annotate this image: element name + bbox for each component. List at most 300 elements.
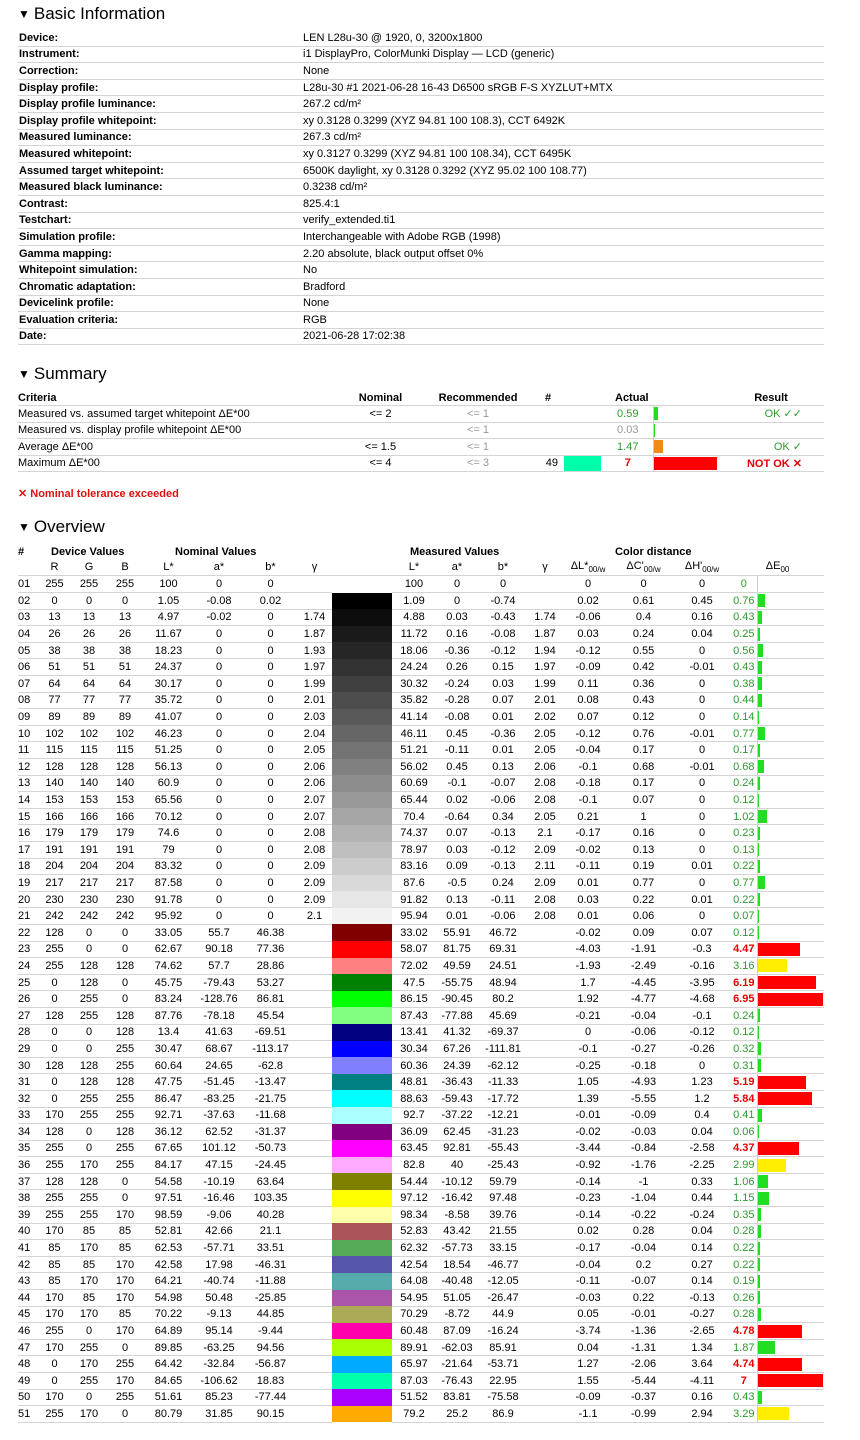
cell-14: -4.45 bbox=[614, 974, 673, 991]
cell-4: 60.64 bbox=[143, 1057, 194, 1074]
summary-bar-fill bbox=[654, 424, 655, 437]
cell-1: 0 bbox=[38, 593, 71, 610]
cell-3: 0 bbox=[107, 593, 143, 610]
info-row bbox=[18, 262, 824, 279]
delta-e-bar-fill bbox=[758, 1125, 759, 1138]
cell-6: 0 bbox=[244, 676, 297, 693]
cell-2: 170 bbox=[71, 1157, 107, 1174]
delta-e-bar bbox=[757, 609, 824, 626]
summary-heading[interactable]: ▼ Summary bbox=[18, 364, 107, 383]
cell-14: 0.24 bbox=[614, 626, 673, 643]
cell-1: 191 bbox=[38, 842, 71, 859]
color-swatch bbox=[332, 1090, 392, 1107]
overview-row bbox=[18, 1339, 824, 1356]
cell-15: -2.65 bbox=[673, 1323, 731, 1340]
cell-2: 0 bbox=[71, 1140, 107, 1157]
cell-0: 16 bbox=[18, 825, 38, 842]
cell-13: -0.06 bbox=[562, 609, 614, 626]
cell-15: 0 bbox=[673, 709, 731, 726]
cell-11: -0.13 bbox=[478, 825, 528, 842]
cell-15: 0 bbox=[673, 775, 731, 792]
color-swatch bbox=[332, 576, 392, 593]
color-swatch bbox=[332, 958, 392, 975]
cell-15: 0.04 bbox=[673, 1223, 731, 1240]
cell-12: 2.05 bbox=[528, 742, 562, 759]
cell-2: 128 bbox=[71, 759, 107, 776]
cell-12 bbox=[528, 1124, 562, 1141]
delta-e-bar bbox=[757, 593, 824, 610]
cell-10: 51.05 bbox=[436, 1290, 478, 1307]
swatch-fill bbox=[332, 1406, 392, 1423]
cell-13: -0.09 bbox=[562, 1389, 614, 1406]
cell-15: 0.44 bbox=[673, 1190, 731, 1207]
summary-nominal: <= 1.5 bbox=[343, 439, 418, 456]
cell-15: 0 bbox=[673, 808, 731, 825]
cell-15: 0.01 bbox=[673, 858, 731, 875]
swatch-fill bbox=[332, 626, 392, 643]
summary-recommended: <= 3 bbox=[418, 455, 538, 472]
cell-5: -16.46 bbox=[194, 1190, 244, 1207]
cell-4: 65.56 bbox=[143, 792, 194, 809]
color-swatch bbox=[332, 941, 392, 958]
delta-e-bar-fill bbox=[758, 1407, 789, 1420]
color-swatch bbox=[332, 775, 392, 792]
cell-14: 0.09 bbox=[614, 924, 673, 941]
cell-2: 0 bbox=[71, 924, 107, 941]
cell-12: 1.87 bbox=[528, 626, 562, 643]
cell-9: 54.95 bbox=[392, 1290, 436, 1307]
cell-4: 36.12 bbox=[143, 1124, 194, 1141]
cell-0: 36 bbox=[18, 1157, 38, 1174]
subhead-distance-sub: 00/w bbox=[702, 565, 720, 575]
info-value: Interchangeable with Adobe RGB (1998) bbox=[302, 229, 824, 246]
summary-count-swatch bbox=[558, 439, 603, 456]
cell-5: 0 bbox=[194, 858, 244, 875]
summary-count bbox=[538, 439, 558, 456]
color-swatch bbox=[332, 825, 392, 842]
delta-e-value: 0.44 bbox=[731, 692, 757, 709]
cell-4: 100 bbox=[143, 576, 194, 593]
cell-5: -32.84 bbox=[194, 1356, 244, 1373]
cell-13: -4.03 bbox=[562, 941, 614, 958]
swatch-fill bbox=[332, 1256, 392, 1273]
cell-13: -0.1 bbox=[562, 1041, 614, 1058]
cell-14: 0.22 bbox=[614, 1290, 673, 1307]
cell-10: 0 bbox=[436, 593, 478, 610]
cell-6: -50.73 bbox=[244, 1140, 297, 1157]
delta-e-bar-fill bbox=[758, 1192, 769, 1205]
delta-e-bar bbox=[757, 725, 824, 742]
cell-7: 2.07 bbox=[297, 808, 332, 825]
cell-10: -0.08 bbox=[436, 709, 478, 726]
color-swatch bbox=[332, 908, 392, 925]
overview-row bbox=[18, 759, 824, 776]
cell-1: 255 bbox=[38, 576, 71, 593]
cell-10: 92.81 bbox=[436, 1140, 478, 1157]
color-swatch bbox=[332, 609, 392, 626]
cell-15: -0.13 bbox=[673, 1290, 731, 1307]
delta-e-bar-fill bbox=[758, 1208, 761, 1221]
swatch-fill bbox=[332, 1124, 392, 1141]
cell-1: 128 bbox=[38, 924, 71, 941]
cell-11: -12.21 bbox=[478, 1107, 528, 1124]
swatch-fill bbox=[332, 676, 392, 693]
delta-e-bar bbox=[757, 1107, 824, 1124]
color-swatch bbox=[332, 1024, 392, 1041]
cell-0: 39 bbox=[18, 1207, 38, 1224]
cell-10: 41.32 bbox=[436, 1024, 478, 1041]
cell-6: -11.88 bbox=[244, 1273, 297, 1290]
cell-4: 13.4 bbox=[143, 1024, 194, 1041]
overview-row bbox=[18, 1373, 824, 1390]
cell-13: 0 bbox=[562, 576, 614, 593]
summary-criteria: Maximum ΔE*00 bbox=[18, 455, 343, 472]
cell-11: -31.23 bbox=[478, 1124, 528, 1141]
cell-15: 0 bbox=[673, 825, 731, 842]
swatch-fill bbox=[332, 891, 392, 908]
cell-13: -0.11 bbox=[562, 1273, 614, 1290]
cell-9: 86.15 bbox=[392, 991, 436, 1008]
cell-15: 0.07 bbox=[673, 924, 731, 941]
subhead-distance-sub: 00 bbox=[780, 565, 790, 575]
cell-12: 1.74 bbox=[528, 609, 562, 626]
cell-0: 24 bbox=[18, 958, 38, 975]
cell-10: 0.07 bbox=[436, 825, 478, 842]
cell-4: 46.23 bbox=[143, 725, 194, 742]
cell-12 bbox=[528, 1356, 562, 1373]
cell-4: 41.07 bbox=[143, 709, 194, 726]
summary-header-actual: Actual bbox=[558, 390, 718, 406]
overview-row bbox=[18, 891, 824, 908]
cell-5: 0 bbox=[194, 891, 244, 908]
cell-6: 0 bbox=[244, 792, 297, 809]
cell-0: 46 bbox=[18, 1323, 38, 1340]
cell-3: 77 bbox=[107, 692, 143, 709]
cell-4: 52.81 bbox=[143, 1223, 194, 1240]
subhead-distance-label: ΔH' bbox=[684, 559, 703, 572]
cell-1: 179 bbox=[38, 825, 71, 842]
cell-3: 170 bbox=[107, 1373, 143, 1390]
overview-row bbox=[18, 908, 824, 925]
cell-7 bbox=[297, 1007, 332, 1024]
cell-11: 0.01 bbox=[478, 709, 528, 726]
cell-14: -4.93 bbox=[614, 1074, 673, 1091]
cell-4: 84.65 bbox=[143, 1373, 194, 1390]
color-swatch bbox=[332, 858, 392, 875]
summary-bar-fill bbox=[654, 457, 717, 470]
cell-3: 85 bbox=[107, 1306, 143, 1323]
cell-0: 19 bbox=[18, 875, 38, 892]
cell-15: -0.3 bbox=[673, 941, 731, 958]
info-key: Measured whitepoint: bbox=[18, 146, 302, 163]
delta-e-bar-fill bbox=[758, 893, 760, 906]
cell-0: 13 bbox=[18, 775, 38, 792]
cell-11: -0.74 bbox=[478, 593, 528, 610]
cell-0: 47 bbox=[18, 1339, 38, 1356]
summary-count-swatch bbox=[558, 455, 603, 472]
cell-12 bbox=[528, 1041, 562, 1058]
cell-13: -0.25 bbox=[562, 1057, 614, 1074]
cell-1: 0 bbox=[38, 991, 71, 1008]
cell-7 bbox=[297, 1074, 332, 1091]
cell-1: 255 bbox=[38, 958, 71, 975]
cell-9: 18.06 bbox=[392, 642, 436, 659]
subhead-distance-label: ΔC' bbox=[626, 559, 644, 572]
cell-0: 38 bbox=[18, 1190, 38, 1207]
cell-3: 128 bbox=[107, 958, 143, 975]
cell-3: 128 bbox=[107, 1124, 143, 1141]
overview-row bbox=[18, 1240, 824, 1257]
cell-0: 23 bbox=[18, 941, 38, 958]
cell-7 bbox=[297, 1190, 332, 1207]
color-swatch bbox=[332, 1074, 392, 1091]
cell-0: 41 bbox=[18, 1240, 38, 1257]
cell-5: 0 bbox=[194, 725, 244, 742]
swatch-fill bbox=[332, 1223, 392, 1240]
swatch-fill bbox=[332, 576, 392, 593]
cell-10: 0.16 bbox=[436, 626, 478, 643]
swatch-fill bbox=[332, 775, 392, 792]
overview-row bbox=[18, 792, 824, 809]
cell-13: 1.55 bbox=[562, 1373, 614, 1390]
cell-5: 0 bbox=[194, 709, 244, 726]
cell-9: 30.32 bbox=[392, 676, 436, 693]
cell-9: 35.82 bbox=[392, 692, 436, 709]
cell-11: -111.81 bbox=[478, 1041, 528, 1058]
cell-4: 80.79 bbox=[143, 1406, 194, 1423]
color-swatch bbox=[332, 1207, 392, 1224]
cell-4: 70.12 bbox=[143, 808, 194, 825]
cell-7 bbox=[297, 1140, 332, 1157]
cell-12 bbox=[528, 974, 562, 991]
cell-1: 13 bbox=[38, 609, 71, 626]
cell-1: 85 bbox=[38, 1240, 71, 1257]
cell-0: 01 bbox=[18, 576, 38, 593]
swatch-fill bbox=[332, 692, 392, 709]
cell-5: -128.76 bbox=[194, 991, 244, 1008]
color-swatch bbox=[332, 1190, 392, 1207]
cell-9: 60.69 bbox=[392, 775, 436, 792]
cell-1: 64 bbox=[38, 676, 71, 693]
summary-nominal: <= 4 bbox=[343, 455, 418, 472]
info-key: Correction: bbox=[18, 63, 302, 80]
color-swatch bbox=[332, 1256, 392, 1273]
cell-12: 2.02 bbox=[528, 709, 562, 726]
cell-11: -0.06 bbox=[478, 792, 528, 809]
info-key: Display profile: bbox=[18, 79, 302, 96]
cell-6: -9.44 bbox=[244, 1323, 297, 1340]
swatch-fill bbox=[332, 759, 392, 776]
swatch-fill bbox=[332, 1273, 392, 1290]
collapse-triangle-icon[interactable]: ▼ bbox=[18, 367, 30, 381]
delta-e-bar-fill bbox=[758, 1042, 761, 1055]
cell-12 bbox=[528, 1190, 562, 1207]
delta-e-bar bbox=[757, 875, 824, 892]
cell-0: 29 bbox=[18, 1041, 38, 1058]
swatch-fill bbox=[332, 609, 392, 626]
cell-6: -11.68 bbox=[244, 1107, 297, 1124]
cell-0: 26 bbox=[18, 991, 38, 1008]
cell-9: 89.91 bbox=[392, 1339, 436, 1356]
cell-6: -56.87 bbox=[244, 1356, 297, 1373]
cell-11: 24.51 bbox=[478, 958, 528, 975]
delta-e-bar-fill bbox=[758, 1076, 806, 1089]
swatch-fill bbox=[332, 725, 392, 742]
cell-5: 85.23 bbox=[194, 1389, 244, 1406]
cell-4: 11.67 bbox=[143, 626, 194, 643]
collapse-triangle-icon[interactable]: ▼ bbox=[18, 520, 30, 534]
cell-5: -40.74 bbox=[194, 1273, 244, 1290]
cell-10: -40.48 bbox=[436, 1273, 478, 1290]
summary-bar-fill bbox=[654, 407, 658, 420]
cell-7: 2.08 bbox=[297, 842, 332, 859]
cell-9: 56.02 bbox=[392, 759, 436, 776]
cell-5: -57.71 bbox=[194, 1240, 244, 1257]
cell-2: 255 bbox=[71, 576, 107, 593]
basic-info-heading[interactable]: ▼ Basic Information bbox=[18, 4, 166, 23]
summary-bar-fill bbox=[654, 440, 663, 453]
cell-11: 46.72 bbox=[478, 924, 528, 941]
cell-6: 0 bbox=[244, 692, 297, 709]
cell-12 bbox=[528, 1273, 562, 1290]
summary-bar bbox=[653, 455, 718, 472]
cell-12: 2.08 bbox=[528, 891, 562, 908]
delta-e-bar bbox=[757, 1057, 824, 1074]
cell-7 bbox=[297, 974, 332, 991]
cell-6: 45.54 bbox=[244, 1007, 297, 1024]
cell-2: 170 bbox=[71, 1406, 107, 1423]
delta-e-bar-fill bbox=[758, 1341, 775, 1354]
delta-e-bar bbox=[757, 1240, 824, 1257]
cell-10: 0.13 bbox=[436, 891, 478, 908]
subhead-distance-0 bbox=[562, 559, 614, 576]
info-value: RGB bbox=[302, 312, 824, 329]
cell-5: 0 bbox=[194, 692, 244, 709]
delta-e-bar bbox=[757, 692, 824, 709]
delta-e-bar-fill bbox=[758, 976, 816, 989]
color-swatch bbox=[332, 759, 392, 776]
cell-9: 11.72 bbox=[392, 626, 436, 643]
cell-15: 0.16 bbox=[673, 1389, 731, 1406]
color-swatch bbox=[332, 1406, 392, 1423]
delta-e-value: 0.32 bbox=[731, 1041, 757, 1058]
cell-12 bbox=[528, 1007, 562, 1024]
delta-e-bar-fill bbox=[758, 594, 765, 607]
cell-3: 255 bbox=[107, 1389, 143, 1406]
cell-13: -1.93 bbox=[562, 958, 614, 975]
cell-0: 40 bbox=[18, 1223, 38, 1240]
cell-12 bbox=[528, 1024, 562, 1041]
cell-2: 51 bbox=[71, 659, 107, 676]
cell-14: -0.09 bbox=[614, 1107, 673, 1124]
swatch-fill bbox=[332, 792, 392, 809]
swatch-fill bbox=[332, 1339, 392, 1356]
overview-heading[interactable]: ▼ Overview bbox=[18, 517, 105, 536]
cell-10: -10.12 bbox=[436, 1173, 478, 1190]
cell-6: 44.85 bbox=[244, 1306, 297, 1323]
cell-10: 0.45 bbox=[436, 759, 478, 776]
delta-e-bar-fill bbox=[758, 827, 760, 840]
overview-row bbox=[18, 808, 824, 825]
cell-10: 0.26 bbox=[436, 659, 478, 676]
cell-5: 0 bbox=[194, 659, 244, 676]
cell-4: 51.25 bbox=[143, 742, 194, 759]
cell-1: 170 bbox=[38, 1339, 71, 1356]
info-key: Simulation profile: bbox=[18, 229, 302, 246]
summary-recommended: <= 1 bbox=[418, 406, 538, 423]
cell-13: 0.03 bbox=[562, 626, 614, 643]
cell-4: 95.92 bbox=[143, 908, 194, 925]
cell-11: 48.94 bbox=[478, 974, 528, 991]
delta-e-value: 0.68 bbox=[731, 759, 757, 776]
delta-e-value: 0.07 bbox=[731, 908, 757, 925]
cell-11: 0.24 bbox=[478, 875, 528, 892]
cell-2: 128 bbox=[71, 1057, 107, 1074]
cell-5: -9.13 bbox=[194, 1306, 244, 1323]
cell-10: -37.22 bbox=[436, 1107, 478, 1124]
cell-13: 0.05 bbox=[562, 1306, 614, 1323]
color-swatch bbox=[332, 1223, 392, 1240]
cell-9: 51.52 bbox=[392, 1389, 436, 1406]
summary-row bbox=[18, 422, 824, 439]
delta-e-value: 2.99 bbox=[731, 1157, 757, 1174]
cell-11: -0.36 bbox=[478, 725, 528, 742]
overview-row bbox=[18, 709, 824, 726]
cell-12 bbox=[528, 1223, 562, 1240]
cell-3: 170 bbox=[107, 1256, 143, 1273]
collapse-triangle-icon[interactable]: ▼ bbox=[18, 7, 30, 21]
cell-12: 1.97 bbox=[528, 659, 562, 676]
cell-2: 128 bbox=[71, 958, 107, 975]
cell-14: -0.37 bbox=[614, 1389, 673, 1406]
overview-row bbox=[18, 1024, 824, 1041]
info-key: Chromatic adaptation: bbox=[18, 278, 302, 295]
cell-11: -0.07 bbox=[478, 775, 528, 792]
delta-e-value: 5.19 bbox=[731, 1074, 757, 1091]
cell-3: 26 bbox=[107, 626, 143, 643]
cell-12 bbox=[528, 1323, 562, 1340]
cell-3: 128 bbox=[107, 1007, 143, 1024]
overview-row bbox=[18, 1290, 824, 1307]
summary-row bbox=[18, 439, 824, 456]
cell-2: 26 bbox=[71, 626, 107, 643]
cell-0: 34 bbox=[18, 1124, 38, 1141]
delta-e-value: 0.43 bbox=[731, 1389, 757, 1406]
cell-13: -0.23 bbox=[562, 1190, 614, 1207]
delta-e-bar-fill bbox=[758, 910, 759, 923]
swatch-fill bbox=[332, 1240, 392, 1257]
cell-13: -0.21 bbox=[562, 1007, 614, 1024]
cell-11: -0.06 bbox=[478, 908, 528, 925]
delta-e-value: 0.12 bbox=[731, 924, 757, 941]
cell-9: 52.83 bbox=[392, 1223, 436, 1240]
cell-15: 0 bbox=[673, 792, 731, 809]
cell-6: 21.1 bbox=[244, 1223, 297, 1240]
cell-4: 4.97 bbox=[143, 609, 194, 626]
color-swatch bbox=[332, 1373, 392, 1390]
cell-10: 81.75 bbox=[436, 941, 478, 958]
swatch-fill bbox=[332, 974, 392, 991]
delta-e-bar-fill bbox=[758, 1109, 762, 1122]
cell-7 bbox=[297, 1356, 332, 1373]
info-row bbox=[18, 195, 824, 212]
swatch-fill bbox=[332, 825, 392, 842]
cell-13: -3.44 bbox=[562, 1140, 614, 1157]
cell-13: -0.17 bbox=[562, 825, 614, 842]
cell-11: -25.43 bbox=[478, 1157, 528, 1174]
cell-4: 30.47 bbox=[143, 1041, 194, 1058]
cell-10: 0.03 bbox=[436, 609, 478, 626]
